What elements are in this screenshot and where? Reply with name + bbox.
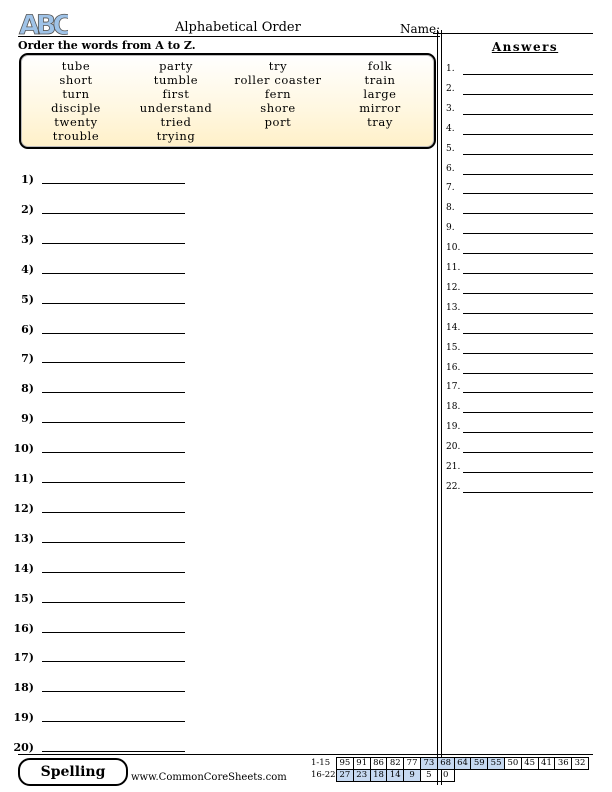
answer-key-line (463, 293, 593, 294)
answer-line[interactable] (42, 632, 185, 633)
answer-key-line (463, 193, 593, 194)
answer-key-line (463, 452, 593, 453)
score-cell: 55 (488, 758, 505, 770)
answer-key-number: 20. (446, 442, 461, 453)
answer-line[interactable] (42, 362, 185, 363)
question-number: 15) (13, 591, 34, 605)
answer-key-line (463, 353, 593, 354)
footer-divider (18, 754, 593, 755)
answer-key-line (463, 392, 593, 393)
word-bank-word: tumble (153, 73, 199, 87)
score-cell: 0 (437, 770, 454, 782)
answer-key-line (463, 213, 593, 214)
answer-key-line (463, 273, 593, 274)
answer-key-line (463, 373, 593, 374)
score-cell: 27 (337, 770, 354, 782)
answer-line[interactable] (42, 721, 185, 722)
answer-key-line (463, 74, 593, 75)
score-cell: 95 (337, 758, 354, 770)
answer-key-line (463, 432, 593, 433)
question-list (0, 0, 200, 760)
question-number: 10) (13, 442, 34, 456)
score-cell: 36 (555, 758, 572, 770)
answer-line[interactable] (42, 661, 185, 662)
question-number: 19) (13, 711, 34, 725)
answer-key-number: 8. (446, 203, 455, 214)
answer-key-number: 10. (446, 243, 461, 254)
score-cell: 64 (454, 758, 471, 770)
word-bank-word: turn (62, 87, 90, 101)
answer-line[interactable] (42, 452, 185, 453)
question-number: 7) (21, 352, 34, 366)
page-title: Alphabetical Order (175, 20, 301, 35)
column-divider-inner (441, 30, 442, 785)
answer-key-number: 17. (446, 382, 461, 393)
answer-key-number: 16. (446, 362, 461, 373)
answer-line[interactable] (42, 512, 185, 513)
answer-line[interactable] (42, 243, 185, 244)
word-bank-word: roller coaster (234, 73, 322, 87)
score-cell: 73 (420, 758, 437, 770)
question-number: 6) (21, 322, 34, 336)
question-number: 17) (13, 651, 34, 665)
answer-key-number: 3. (446, 103, 455, 114)
answer-key-line (463, 114, 593, 115)
score-cell: 91 (353, 758, 370, 770)
answer-line[interactable] (42, 333, 185, 334)
word-bank-word: tube (61, 59, 91, 73)
answer-key-number: 7. (446, 183, 455, 194)
score-cell: 77 (404, 758, 421, 770)
score-cell: 23 (353, 770, 370, 782)
answers-title: Answers (491, 40, 559, 54)
question-number: 4) (21, 262, 34, 276)
question-number: 3) (21, 232, 34, 246)
score-cell: 86 (370, 758, 387, 770)
score-row-label: 16-22 (311, 770, 336, 780)
score-cell: 68 (437, 758, 454, 770)
question-number: 8) (21, 382, 34, 396)
answer-key-line (463, 134, 593, 135)
score-cell: 50 (504, 758, 521, 770)
answer-key-line (463, 233, 593, 234)
question-number: 13) (13, 531, 34, 545)
name-label: Name: (400, 22, 441, 36)
answer-key-number: 19. (446, 422, 461, 433)
answer-line[interactable] (42, 691, 185, 692)
website-link[interactable]: www.CommonCoreSheets.com (131, 772, 287, 783)
answer-key-number: 14. (446, 322, 461, 333)
word-bank-word: tried (160, 115, 192, 129)
word-bank-word: tray (367, 115, 393, 129)
word-bank-word: port (264, 115, 292, 129)
score-row (311, 770, 588, 782)
question-number: 16) (13, 621, 34, 635)
answer-key-line (463, 313, 593, 314)
answer-key-line (463, 174, 593, 175)
subject-badge: Spelling (18, 758, 128, 786)
score-cell: 14 (387, 770, 404, 782)
answer-line[interactable] (42, 303, 185, 304)
word-bank-word: large (363, 87, 397, 101)
answer-key-number: 9. (446, 223, 455, 234)
answer-line[interactable] (42, 213, 185, 214)
question-number: 14) (13, 561, 34, 575)
word-bank-word: party (159, 59, 193, 73)
answer-line[interactable] (42, 482, 185, 483)
answer-key-number: 15. (446, 342, 461, 353)
score-cell: 41 (538, 758, 555, 770)
answer-key-number: 13. (446, 302, 461, 313)
question-number: 20) (13, 741, 34, 755)
answer-line[interactable] (42, 183, 185, 184)
score-cell: 45 (521, 758, 538, 770)
answer-key-number: 18. (446, 402, 461, 413)
word-bank-word: disciple (51, 101, 101, 115)
score-cell: 32 (572, 758, 589, 770)
answer-line[interactable] (42, 602, 185, 603)
answer-line[interactable] (42, 392, 185, 393)
answer-key-line (463, 94, 593, 95)
score-cell: 82 (387, 758, 404, 770)
question-number: 5) (21, 292, 34, 306)
answer-line[interactable] (42, 542, 185, 543)
answer-key-number: 11. (446, 263, 461, 273)
answer-line[interactable] (42, 422, 185, 423)
answer-line[interactable] (42, 572, 185, 573)
score-cell: 59 (471, 758, 488, 770)
word-bank-word: short (59, 73, 93, 87)
logo-text: ABC (19, 10, 68, 38)
score-cell: 9 (404, 770, 421, 782)
word-bank-word: twenty (54, 115, 98, 129)
question-number: 12) (13, 501, 34, 515)
word-bank-word: trying (156, 129, 196, 143)
score-row (311, 758, 588, 770)
question-number: 1) (21, 173, 34, 186)
score-row-label: 1-15 (311, 758, 331, 768)
answer-key-number: 12. (446, 282, 461, 293)
answer-key-number: 6. (446, 163, 455, 174)
answer-key-line (463, 333, 593, 334)
word-bank-word: try (268, 59, 288, 73)
answer-key-line (463, 253, 593, 254)
answer-key-number: 2. (446, 83, 455, 94)
score-cell: 18 (370, 770, 387, 782)
answer-key-line (463, 412, 593, 413)
question-number: 9) (21, 412, 34, 426)
word-bank-word: mirror (359, 101, 401, 115)
word-bank-word: folk (367, 59, 393, 73)
answer-key-line (463, 154, 593, 155)
word-bank-word: trouble (52, 129, 100, 143)
column-divider (437, 30, 438, 785)
score-table (311, 757, 589, 782)
score-cell: 5 (420, 770, 437, 782)
word-bank-word: fern (264, 87, 292, 101)
word-bank-word: train (364, 73, 396, 87)
answer-line[interactable] (42, 751, 185, 752)
answer-key-number: 1. (446, 64, 455, 74)
answer-key-line (463, 492, 593, 493)
answer-key-number: 22. (446, 481, 461, 492)
name-line (433, 33, 593, 34)
answer-key-number: 5. (446, 143, 455, 154)
question-number: 2) (21, 202, 34, 216)
answer-key-number: 21. (446, 462, 461, 472)
instructions: Order the words from A to Z. (18, 39, 196, 52)
answer-line[interactable] (42, 273, 185, 274)
answer-key-number: 4. (446, 123, 455, 134)
word-bank-word: understand (139, 101, 213, 115)
answer-key-line (463, 472, 593, 473)
question-number: 18) (13, 681, 34, 695)
question-number: 11) (13, 472, 34, 485)
word-bank-word: shore (260, 101, 296, 115)
word-bank-word: first (162, 87, 190, 101)
